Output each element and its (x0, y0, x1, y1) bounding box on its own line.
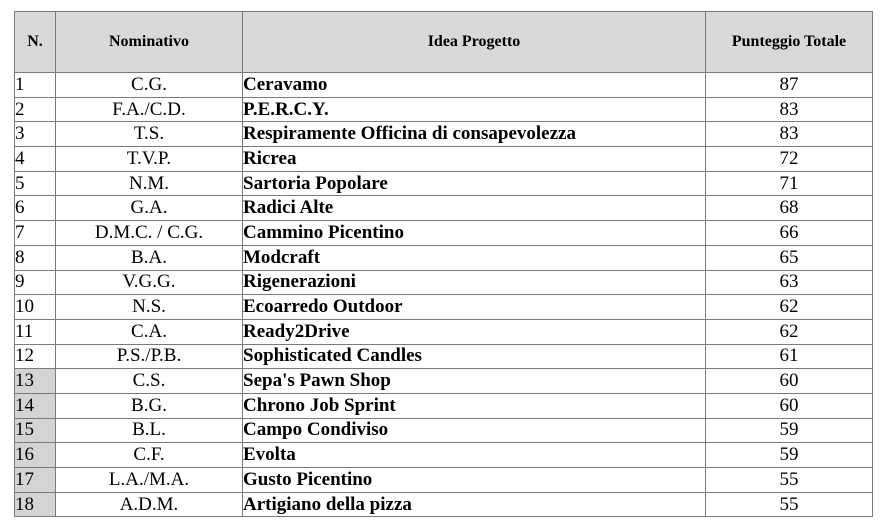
row-score: 66 (706, 221, 873, 246)
row-idea: Ready2Drive (243, 319, 706, 344)
row-name: B.G. (56, 393, 243, 418)
row-name: A.D.M. (56, 492, 243, 517)
row-number: 1 (15, 73, 56, 98)
table-row (15, 344, 873, 369)
ranking-table (14, 11, 873, 517)
table-row (15, 245, 873, 270)
row-score: 59 (706, 443, 873, 468)
row-score: 60 (706, 369, 873, 394)
row-idea: Evolta (243, 443, 706, 468)
row-score: 83 (706, 122, 873, 147)
row-number: 14 (15, 393, 56, 418)
row-idea: Cammino Picentino (243, 221, 706, 246)
row-name: B.A. (56, 245, 243, 270)
row-number: 6 (15, 196, 56, 221)
row-idea: Gusto Picentino (243, 468, 706, 493)
row-score: 71 (706, 171, 873, 196)
table-row (15, 492, 873, 517)
table-row (15, 196, 873, 221)
row-name: C.S. (56, 369, 243, 394)
row-idea: Respiramente Officina di consapevolezza (243, 122, 706, 147)
row-name: B.L. (56, 418, 243, 443)
table-row (15, 319, 873, 344)
row-idea: Modcraft (243, 245, 706, 270)
row-idea: Radici Alte (243, 196, 706, 221)
row-score: 62 (706, 295, 873, 320)
row-name: F.A./C.D. (56, 97, 243, 122)
table-row (15, 418, 873, 443)
row-name: V.G.G. (56, 270, 243, 295)
row-number: 10 (15, 295, 56, 320)
table-header (15, 12, 873, 73)
row-score: 55 (706, 492, 873, 517)
row-number: 3 (15, 122, 56, 147)
row-name: C.F. (56, 443, 243, 468)
row-idea: Sepa's Pawn Shop (243, 369, 706, 394)
row-number: 18 (15, 492, 56, 517)
table-row (15, 393, 873, 418)
row-idea: Ecoarredo Outdoor (243, 295, 706, 320)
row-name: T.V.P. (56, 147, 243, 172)
row-idea: Rigenerazioni (243, 270, 706, 295)
row-name: C.A. (56, 319, 243, 344)
table-row (15, 73, 873, 98)
row-score: 68 (706, 196, 873, 221)
row-number: 2 (15, 97, 56, 122)
row-name: D.M.C. / C.G. (56, 221, 243, 246)
header-number: N. (15, 12, 56, 73)
row-number: 8 (15, 245, 56, 270)
table-row (15, 97, 873, 122)
row-score: 62 (706, 319, 873, 344)
header-name: Nominativo (56, 12, 243, 73)
row-name: C.G. (56, 73, 243, 98)
row-name: L.A./M.A. (56, 468, 243, 493)
row-score: 72 (706, 147, 873, 172)
row-number: 17 (15, 468, 56, 493)
row-number: 5 (15, 171, 56, 196)
table-row (15, 171, 873, 196)
row-score: 60 (706, 393, 873, 418)
header-score: Punteggio Totale (706, 12, 873, 73)
row-score: 83 (706, 97, 873, 122)
row-number: 12 (15, 344, 56, 369)
table-row (15, 221, 873, 246)
table-row (15, 270, 873, 295)
table-body (15, 73, 873, 517)
row-number: 13 (15, 369, 56, 394)
table-row (15, 295, 873, 320)
row-number: 11 (15, 319, 56, 344)
header-idea: Idea Progetto (243, 12, 706, 73)
row-score: 55 (706, 468, 873, 493)
table-row (15, 468, 873, 493)
table-row (15, 443, 873, 468)
row-idea: Campo Condiviso (243, 418, 706, 443)
row-score: 65 (706, 245, 873, 270)
table-row (15, 122, 873, 147)
row-idea: Sartoria Popolare (243, 171, 706, 196)
row-name: P.S./P.B. (56, 344, 243, 369)
row-score: 59 (706, 418, 873, 443)
row-number: 4 (15, 147, 56, 172)
row-name: N.M. (56, 171, 243, 196)
row-number: 9 (15, 270, 56, 295)
table-row (15, 369, 873, 394)
row-name: N.S. (56, 295, 243, 320)
row-score: 87 (706, 73, 873, 98)
row-idea: Ricrea (243, 147, 706, 172)
row-score: 61 (706, 344, 873, 369)
row-name: T.S. (56, 122, 243, 147)
header-row (15, 12, 873, 73)
table-row (15, 147, 873, 172)
row-number: 7 (15, 221, 56, 246)
row-idea: P.E.R.C.Y. (243, 97, 706, 122)
row-idea: Ceravamo (243, 73, 706, 98)
row-score: 63 (706, 270, 873, 295)
row-idea: Chrono Job Sprint (243, 393, 706, 418)
row-number: 15 (15, 418, 56, 443)
row-number: 16 (15, 443, 56, 468)
row-name: G.A. (56, 196, 243, 221)
row-idea: Artigiano della pizza (243, 492, 706, 517)
row-idea: Sophisticated Candles (243, 344, 706, 369)
